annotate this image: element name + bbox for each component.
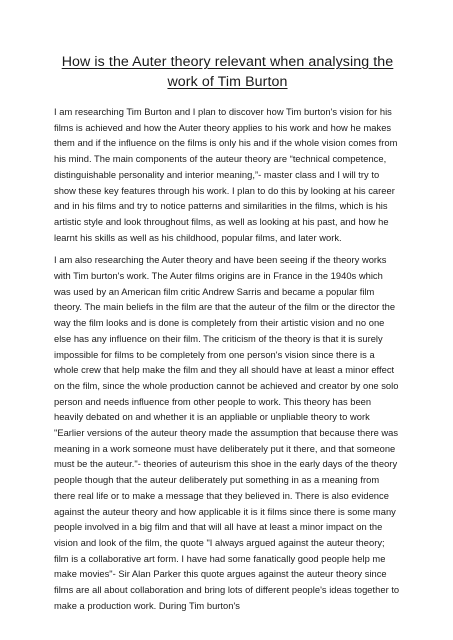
paragraph-auteur-theory: I am also researching the Auter theory and have been seeing if the theory works with Tim burton's work. The Auter films origins are in France in the 1940s which was used by an American film critic Andrew Sarris and became a popular film theory. The main beliefs in the film are that the auteur of the film or the director the way the film looks and is done is completely from their artistic vision and no one else has any influence on their film. The criticism of the theory is that it is surely impossible for films to be completely from one person's vision since there is a whole crew that help make the film and they all should have at least a minor effect on the film, since the whole production cannot be achieved and creator by one solo person and needs influence from other people to work. This theory has been heavily debated on and whether it is an appliable or unpliable theory to work "Earlier versions of the auteur theory made the assumption that because there was meaning in a work someone must have deliberately put it there, and that someone must be the auteur."- theories of auteurism this shoe in the early days of the theory people though that the auteur deliberately put something in as a meaning from there real life or to make a message that they believed in. There is also evidence against the auteur theory and how applicable it is it films since there is some many people involved in a big film and that will all have at least a minor impact on the vision and look of the film, the quote "I always argued against the auteur theory; film is a collaborative art form. I have had some fanatically good people help me make movies"- Sir Alan Parker this quote argues against the auteur theory since films are all about collaboration and bring lots of different people's ideas together to make a production work. During Tim burton's [54,255,400,611]
document-title: How is the Auter theory relevant when analysing the work of Tim Burton [61,54,394,90]
paragraph-intro: I am researching Tim Burton and I plan to discover how Tim burton's vision for his films is achieved and how the Auter theory applies to his work and how he makes them and if the influence on the films is only his and if the whole vision comes from his mind. The main components of the auteur theory are “technical competence, distinguishable personality and interior meaning,”- master class and I will try to show these key features through his work. I plan to do this by looking at his career and in his films and try to notice patterns and similarities in the films, which is his artistic style and look throughout films, as well as looking at his past, and how he learnt his skills as well as his childhood, popular films, and later work. [54,107,398,243]
